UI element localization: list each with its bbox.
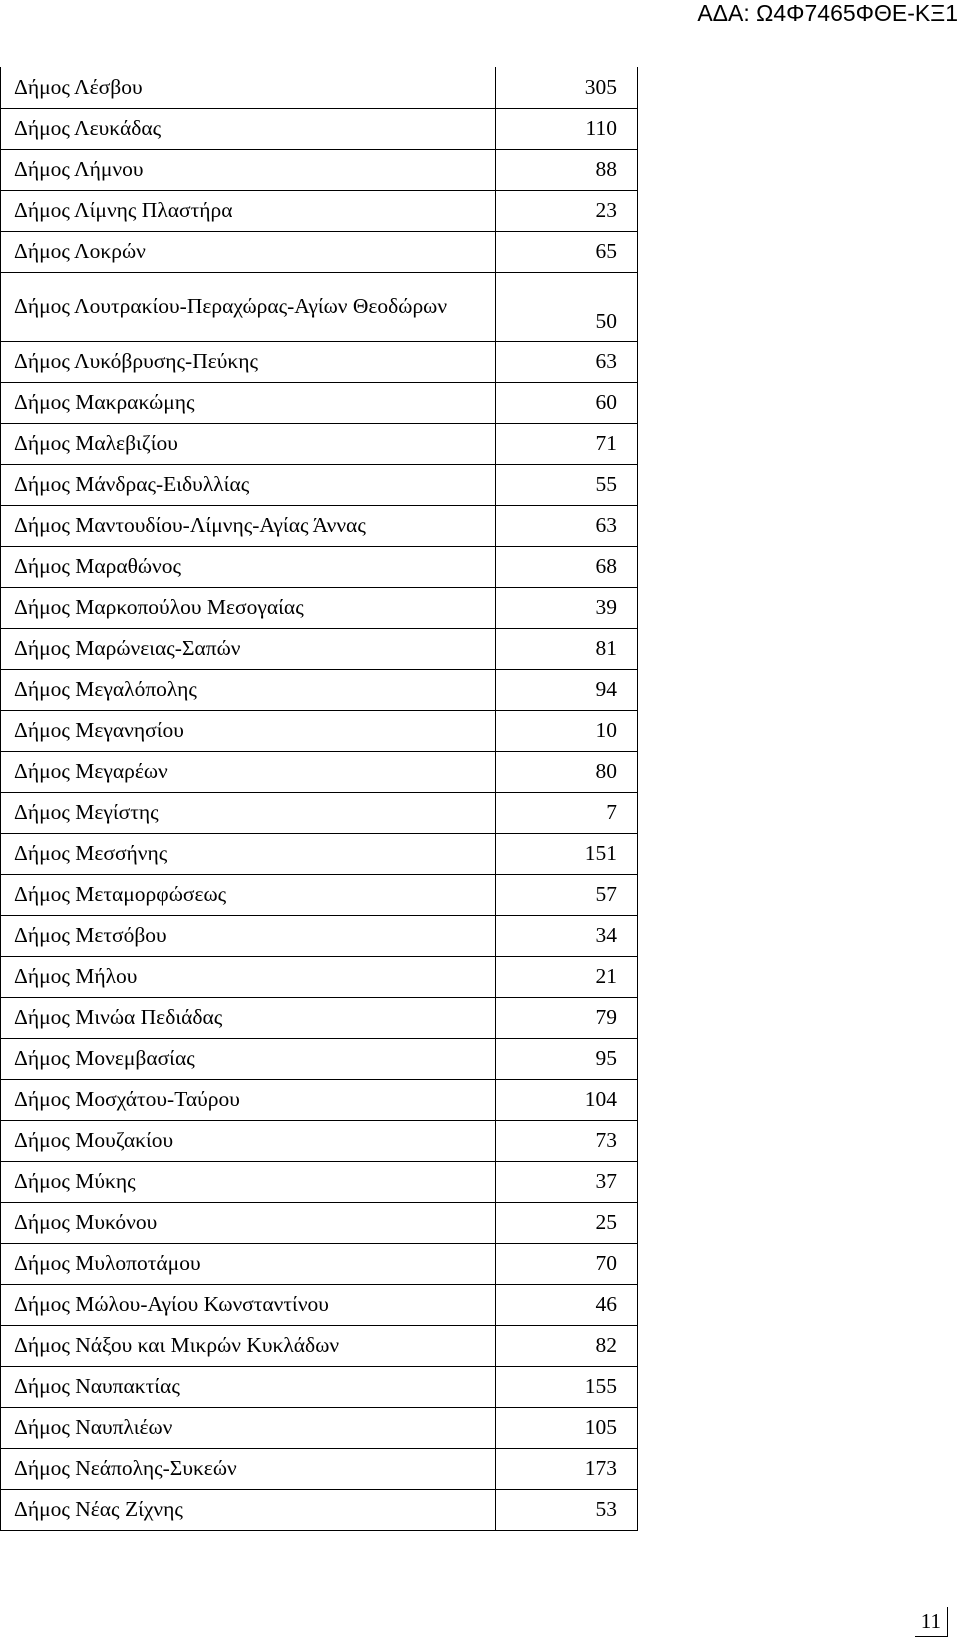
municipality-value-cell: 82 — [496, 1325, 638, 1366]
municipality-name-cell: Δήμος Μετσόβου — [1, 915, 496, 956]
table-row — [1, 108, 638, 149]
municipality-name-cell: Δήμος Μεγίστης — [1, 792, 496, 833]
table-row — [1, 546, 638, 587]
table-row — [1, 751, 638, 792]
municipality-name-cell: Δήμος Μυκόνου — [1, 1202, 496, 1243]
municipality-value-cell: 25 — [496, 1202, 638, 1243]
municipality-table-container — [0, 67, 637, 1531]
municipality-value-cell: 173 — [496, 1448, 638, 1489]
municipality-value-cell: 79 — [496, 997, 638, 1038]
table-row — [1, 1202, 638, 1243]
municipality-value-cell: 57 — [496, 874, 638, 915]
municipality-name-cell: Δήμος Νεάπολης-Συκεών — [1, 1448, 496, 1489]
table-row — [1, 792, 638, 833]
table-row — [1, 1284, 638, 1325]
municipality-name-cell: Δήμος Μουζακίου — [1, 1120, 496, 1161]
table-row — [1, 587, 638, 628]
municipality-name-cell: Δήμος Μακρακώμης — [1, 382, 496, 423]
municipality-name-cell: Δήμος Μινώα Πεδιάδας — [1, 997, 496, 1038]
municipality-value-cell: 81 — [496, 628, 638, 669]
municipality-name-cell: Δήμος Μύκης — [1, 1161, 496, 1202]
municipality-value-cell: 63 — [496, 341, 638, 382]
municipality-name-cell: Δήμος Ναυπλιέων — [1, 1407, 496, 1448]
municipality-value-cell: 105 — [496, 1407, 638, 1448]
municipality-name-cell: Δήμος Μοσχάτου-Ταύρου — [1, 1079, 496, 1120]
municipality-name-cell: Δήμος Μεγαρέων — [1, 751, 496, 792]
municipality-name-cell: Δήμος Λήμνου — [1, 149, 496, 190]
table-row — [1, 382, 638, 423]
municipality-name-cell: Δήμος Μαλεβιζίου — [1, 423, 496, 464]
table-row — [1, 874, 638, 915]
municipality-value-cell: 104 — [496, 1079, 638, 1120]
municipality-name-cell: Δήμος Μυλοποτάμου — [1, 1243, 496, 1284]
municipality-value-cell: 55 — [496, 464, 638, 505]
table-row — [1, 1489, 638, 1530]
table-row — [1, 1120, 638, 1161]
municipality-name-cell: Δήμος Μήλου — [1, 956, 496, 997]
municipality-table-body — [1, 67, 638, 1530]
municipality-name-cell: Δήμος Μάνδρας-Ειδυλλίας — [1, 464, 496, 505]
table-row — [1, 149, 638, 190]
municipality-value-cell: 60 — [496, 382, 638, 423]
municipality-name-cell: Δήμος Μεγανησίου — [1, 710, 496, 751]
table-row — [1, 833, 638, 874]
municipality-name-cell: Δήμος Λοκρών — [1, 231, 496, 272]
municipality-name-cell: Δήμος Λυκόβρυσης-Πεύκης — [1, 341, 496, 382]
table-row — [1, 341, 638, 382]
municipality-value-cell: 80 — [496, 751, 638, 792]
municipality-table — [0, 67, 638, 1531]
municipality-value-cell: 305 — [496, 67, 638, 108]
table-row — [1, 915, 638, 956]
municipality-value-cell: 34 — [496, 915, 638, 956]
municipality-value-cell: 53 — [496, 1489, 638, 1530]
municipality-value-cell: 65 — [496, 231, 638, 272]
table-row — [1, 628, 638, 669]
municipality-name-cell: Δήμος Μαντουδίου-Λίμνης-Αγίας Άννας — [1, 505, 496, 546]
table-row — [1, 423, 638, 464]
municipality-name-cell: Δήμος Μονεμβασίας — [1, 1038, 496, 1079]
municipality-value-cell: 155 — [496, 1366, 638, 1407]
table-row — [1, 1079, 638, 1120]
municipality-value-cell: 73 — [496, 1120, 638, 1161]
municipality-name-cell: Δήμος Μεσσήνης — [1, 833, 496, 874]
municipality-value-cell: 63 — [496, 505, 638, 546]
municipality-name-cell: Δήμος Μεταμορφώσεως — [1, 874, 496, 915]
municipality-value-cell: 10 — [496, 710, 638, 751]
ada-code-header: ΑΔΑ: Ω4Φ7465ΦΘΕ-ΚΞ1 — [697, 0, 958, 26]
table-row — [1, 1243, 638, 1284]
municipality-value-cell: 21 — [496, 956, 638, 997]
table-row — [1, 1448, 638, 1489]
municipality-value-cell: 70 — [496, 1243, 638, 1284]
municipality-name-cell: Δήμος Λέσβου — [1, 67, 496, 108]
table-row — [1, 1407, 638, 1448]
municipality-value-cell: 88 — [496, 149, 638, 190]
table-row — [1, 669, 638, 710]
municipality-value-cell: 46 — [496, 1284, 638, 1325]
municipality-name-cell: Δήμος Μώλου-Αγίου Κωνσταντίνου — [1, 1284, 496, 1325]
table-row — [1, 997, 638, 1038]
table-row — [1, 1161, 638, 1202]
municipality-value-cell: 110 — [496, 108, 638, 149]
table-row — [1, 1366, 638, 1407]
municipality-name-cell: Δήμος Μαρώνειας-Σαπών — [1, 628, 496, 669]
municipality-value-cell: 151 — [496, 833, 638, 874]
municipality-name-cell: Δήμος Νάξου και Μικρών Κυκλάδων — [1, 1325, 496, 1366]
municipality-value-cell: 68 — [496, 546, 638, 587]
municipality-name-cell: Δήμος Μαραθώνος — [1, 546, 496, 587]
municipality-value-cell: 94 — [496, 669, 638, 710]
table-row — [1, 505, 638, 546]
table-row — [1, 190, 638, 231]
municipality-value-cell: 95 — [496, 1038, 638, 1079]
table-row — [1, 1038, 638, 1079]
municipality-name-cell: Δήμος Λουτρακίου-Περαχώρας-Αγίων Θεοδώρων — [1, 272, 496, 341]
page-number: 11 — [915, 1607, 948, 1637]
municipality-value-cell: 7 — [496, 792, 638, 833]
table-row — [1, 231, 638, 272]
table-row — [1, 1325, 638, 1366]
municipality-name-cell: Δήμος Λίμνης Πλαστήρα — [1, 190, 496, 231]
municipality-name-cell: Δήμος Νέας Ζίχνης — [1, 1489, 496, 1530]
municipality-name-cell: Δήμος Μαρκοπούλου Μεσογαίας — [1, 587, 496, 628]
municipality-value-cell: 71 — [496, 423, 638, 464]
municipality-value-cell: 50 — [496, 272, 638, 341]
table-row — [1, 464, 638, 505]
municipality-name-cell: Δήμος Μεγαλόπολης — [1, 669, 496, 710]
municipality-value-cell: 39 — [496, 587, 638, 628]
municipality-value-cell: 23 — [496, 190, 638, 231]
table-row — [1, 272, 638, 341]
table-row — [1, 710, 638, 751]
municipality-name-cell: Δήμος Ναυπακτίας — [1, 1366, 496, 1407]
table-row — [1, 956, 638, 997]
municipality-value-cell: 37 — [496, 1161, 638, 1202]
table-row — [1, 67, 638, 108]
municipality-name-cell: Δήμος Λευκάδας — [1, 108, 496, 149]
